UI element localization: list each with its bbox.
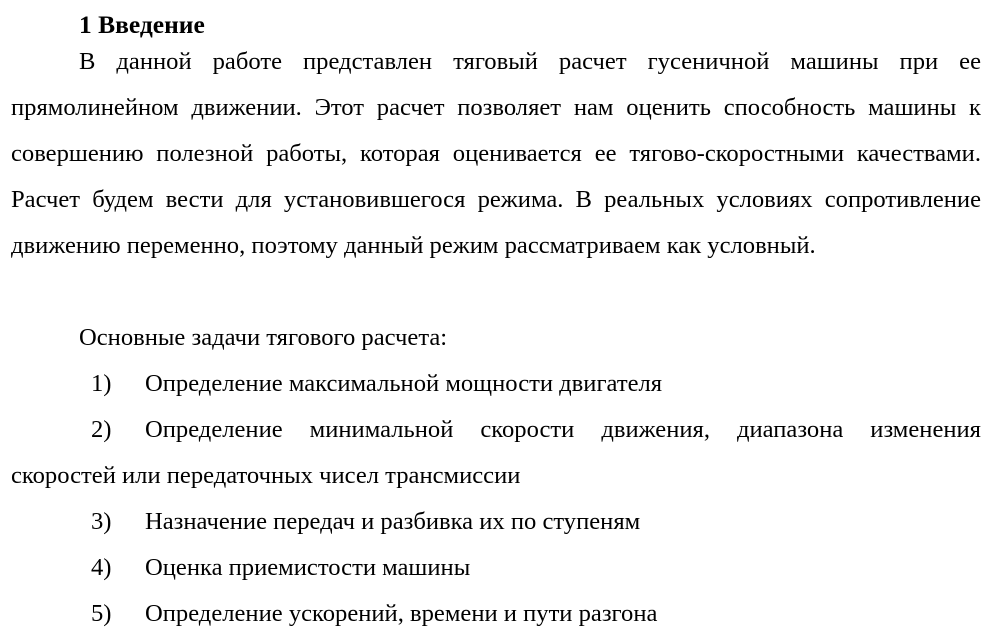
task-number: 4) xyxy=(91,554,112,581)
task-number: 3) xyxy=(91,508,112,535)
section-heading: 1 Введение xyxy=(79,10,205,39)
task-text: Определение ускорений, времени и пути разгона xyxy=(145,600,658,627)
task-list-item xyxy=(11,407,981,499)
tasks-intro-paragraph: Основные задачи тягового расчета: xyxy=(79,324,448,351)
task-list-item xyxy=(11,361,981,407)
task-number: 1) xyxy=(91,370,112,397)
intro-paragraph: В данной работе представлен тяговый расчет гусеничной машины при ее прямолинейном движении. Этот расчет позволяет нам оценить способность машины к совершению полезной работы, которая оценивается ее тягово-скоростными качествами. Расчет будем вести для установившегося режима. В реальных условиях сопротивление движению переменно, поэтому данный режим рассматриваем как условный. xyxy=(11,48,981,259)
task-number: 2) xyxy=(91,416,112,443)
task-list-item xyxy=(11,499,981,545)
task-text: Назначение передач и разбивка их по ступеням xyxy=(145,508,641,535)
task-list-item xyxy=(11,545,981,591)
task-number: 5) xyxy=(91,600,112,627)
task-text: Определение минимальной скорости движения, диапазона изменения скоростей или передаточных чисел трансмиссии xyxy=(11,416,981,489)
task-text: Оценка приемистости машины xyxy=(145,554,471,581)
task-text: Определение максимальной мощности двигателя xyxy=(145,370,663,397)
task-list-item xyxy=(11,591,981,637)
